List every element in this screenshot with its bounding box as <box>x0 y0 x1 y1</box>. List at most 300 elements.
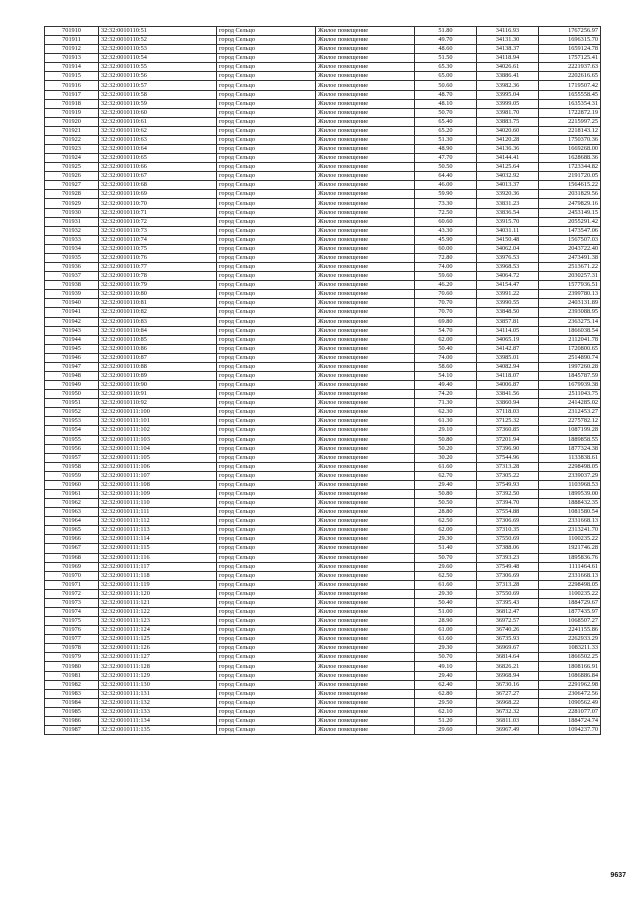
cell-object-type: Жилое помещение <box>316 108 415 117</box>
cell-unit-price: 34142.87 <box>477 344 539 353</box>
cell-object-type: Жилое помещение <box>316 181 415 190</box>
cell-object-type: Жилое помещение <box>316 172 415 181</box>
cell-object-type: Жилое помещение <box>316 644 415 653</box>
cell-unit-price: 33831.23 <box>477 199 539 208</box>
cell-unit-price: 34031.11 <box>477 226 539 235</box>
cell-row-number: 701952 <box>45 408 99 417</box>
cell-area: 60.60 <box>415 217 477 226</box>
cell-object-type: Жилое помещение <box>316 726 415 735</box>
table-row <box>45 716 601 725</box>
cell-cadastral-number: 32:32:0010111:128 <box>99 662 217 671</box>
cell-area: 48.60 <box>415 45 477 54</box>
cell-address: город Сельцо <box>217 617 316 626</box>
cell-cadastral-value: 1567507.03 <box>539 235 601 244</box>
cell-object-type: Жилое помещение <box>316 508 415 517</box>
cell-cadastral-number: 32:32:0010111:114 <box>99 535 217 544</box>
cell-object-type: Жилое помещение <box>316 562 415 571</box>
cell-cadastral-number: 32:32:0010110:71 <box>99 208 217 217</box>
cell-address: город Сельцо <box>217 45 316 54</box>
cell-cadastral-value: 2218143.12 <box>539 126 601 135</box>
cell-unit-price: 37550.69 <box>477 589 539 598</box>
cell-unit-price: 34116.93 <box>477 27 539 36</box>
cell-row-number: 701967 <box>45 544 99 553</box>
table-row <box>45 308 601 317</box>
cell-object-type: Жилое помещение <box>316 63 415 72</box>
cell-area: 28.90 <box>415 617 477 626</box>
cell-cadastral-value: 1877324.38 <box>539 444 601 453</box>
cell-row-number: 701975 <box>45 617 99 626</box>
cell-unit-price: 37360.85 <box>477 426 539 435</box>
cell-unit-price: 34136.36 <box>477 145 539 154</box>
cell-address: город Сельцо <box>217 390 316 399</box>
cell-unit-price: 34125.64 <box>477 163 539 172</box>
cell-row-number: 701950 <box>45 390 99 399</box>
cell-address: город Сельцо <box>217 716 316 725</box>
cell-cadastral-number: 32:32:0010110:67 <box>99 172 217 181</box>
cell-cadastral-value: 1659124.78 <box>539 45 601 54</box>
cell-unit-price: 37549.93 <box>477 480 539 489</box>
cell-area: 50.50 <box>415 163 477 172</box>
cell-object-type: Жилое помещение <box>316 36 415 45</box>
cell-row-number: 701960 <box>45 480 99 489</box>
cell-object-type: Жилое помещение <box>316 290 415 299</box>
cell-cadastral-number: 32:32:0010111:113 <box>99 526 217 535</box>
cell-row-number: 701983 <box>45 689 99 698</box>
cell-cadastral-value: 2403131.89 <box>539 299 601 308</box>
cell-unit-price: 33857.81 <box>477 317 539 326</box>
cell-object-type: Жилое помещение <box>316 716 415 725</box>
cadastral-table <box>44 26 601 735</box>
table-row <box>45 63 601 72</box>
cell-unit-price: 33995.04 <box>477 90 539 99</box>
cell-address: город Сельцо <box>217 381 316 390</box>
cell-object-type: Жилое помещение <box>316 226 415 235</box>
cell-object-type: Жилое помещение <box>316 45 415 54</box>
cell-cadastral-value: 1808166.91 <box>539 662 601 671</box>
cell-cadastral-value: 2313241.70 <box>539 526 601 535</box>
cell-row-number: 701914 <box>45 63 99 72</box>
cell-address: город Сельцо <box>217 408 316 417</box>
cell-row-number: 701980 <box>45 662 99 671</box>
cell-unit-price: 34138.37 <box>477 45 539 54</box>
cell-row-number: 701978 <box>45 644 99 653</box>
cell-address: город Сельцо <box>217 589 316 598</box>
cell-cadastral-value: 1888432.35 <box>539 499 601 508</box>
cell-area: 70.70 <box>415 308 477 317</box>
cell-unit-price: 33860.94 <box>477 399 539 408</box>
cell-unit-price: 34062.04 <box>477 244 539 253</box>
cell-cadastral-value: 1767256.97 <box>539 27 601 36</box>
cell-area: 46.00 <box>415 181 477 190</box>
cell-address: город Сельцо <box>217 244 316 253</box>
cell-cadastral-value: 2414285.02 <box>539 399 601 408</box>
cell-unit-price: 33990.55 <box>477 299 539 308</box>
cell-cadastral-value: 2513671.22 <box>539 263 601 272</box>
cell-area: 51.80 <box>415 27 477 36</box>
cell-unit-price: 34082.94 <box>477 362 539 371</box>
cell-address: город Сельцо <box>217 635 316 644</box>
cell-cadastral-value: 1068507.27 <box>539 617 601 626</box>
cell-address: город Сельцо <box>217 317 316 326</box>
cell-row-number: 701930 <box>45 208 99 217</box>
cell-row-number: 701959 <box>45 471 99 480</box>
cell-area: 50.70 <box>415 108 477 117</box>
cell-address: город Сельцо <box>217 117 316 126</box>
cell-cadastral-number: 32:32:0010110:66 <box>99 163 217 172</box>
cell-cadastral-value: 1111464.61 <box>539 562 601 571</box>
cell-object-type: Жилое помещение <box>316 417 415 426</box>
cell-unit-price: 36812.47 <box>477 608 539 617</box>
table-row <box>45 571 601 580</box>
cell-area: 61.00 <box>415 626 477 635</box>
cell-unit-price: 37125.32 <box>477 417 539 426</box>
cell-row-number: 701946 <box>45 353 99 362</box>
table-row <box>45 489 601 498</box>
cell-cadastral-value: 2511043.75 <box>539 390 601 399</box>
cell-cadastral-value: 2241155.86 <box>539 626 601 635</box>
cell-unit-price: 37306.69 <box>477 517 539 526</box>
cell-area: 61.60 <box>415 580 477 589</box>
cell-area: 51.40 <box>415 544 477 553</box>
table-row <box>45 154 601 163</box>
cell-area: 69.80 <box>415 317 477 326</box>
cell-unit-price: 33976.53 <box>477 253 539 262</box>
cell-object-type: Жилое помещение <box>316 335 415 344</box>
cell-row-number: 701965 <box>45 526 99 535</box>
cell-unit-price: 36972.57 <box>477 617 539 626</box>
cell-cadastral-value: 1081580.54 <box>539 508 601 517</box>
cell-area: 29.30 <box>415 589 477 598</box>
cell-unit-price: 34006.87 <box>477 381 539 390</box>
cell-object-type: Жилое помещение <box>316 489 415 498</box>
cell-row-number: 701955 <box>45 435 99 444</box>
table-row <box>45 99 601 108</box>
cell-cadastral-value: 1719507.42 <box>539 81 601 90</box>
table-row <box>45 72 601 81</box>
cell-object-type: Жилое помещение <box>316 598 415 607</box>
cell-area: 48.10 <box>415 99 477 108</box>
table-row <box>45 680 601 689</box>
cell-cadastral-number: 32:32:0010110:58 <box>99 90 217 99</box>
cell-row-number: 701954 <box>45 426 99 435</box>
cell-row-number: 701984 <box>45 698 99 707</box>
cell-cadastral-value: 1094237.70 <box>539 726 601 735</box>
cell-area: 74.00 <box>415 353 477 362</box>
cell-unit-price: 34154.47 <box>477 281 539 290</box>
cell-address: город Сельцо <box>217 126 316 135</box>
cell-cadastral-value: 1473547.06 <box>539 226 601 235</box>
table-row <box>45 726 601 735</box>
cell-cadastral-value: 2191720.05 <box>539 172 601 181</box>
table-row <box>45 635 601 644</box>
cell-address: город Сельцо <box>217 72 316 81</box>
cell-row-number: 701986 <box>45 716 99 725</box>
cell-cadastral-number: 32:32:0010110:60 <box>99 108 217 117</box>
cell-cadastral-number: 32:32:0010111:115 <box>99 544 217 553</box>
cell-cadastral-number: 32:32:0010110:64 <box>99 145 217 154</box>
cell-cadastral-number: 32:32:0010111:112 <box>99 517 217 526</box>
cell-area: 61.30 <box>415 417 477 426</box>
cell-unit-price: 33886.41 <box>477 72 539 81</box>
cell-row-number: 701953 <box>45 417 99 426</box>
cell-object-type: Жилое помещение <box>316 408 415 417</box>
cell-unit-price: 33841.56 <box>477 390 539 399</box>
table-row <box>45 671 601 680</box>
cell-cadastral-number: 32:32:0010110:87 <box>99 353 217 362</box>
cell-unit-price: 37313.28 <box>477 462 539 471</box>
cell-unit-price: 34013.37 <box>477 181 539 190</box>
cell-object-type: Жилое помещение <box>316 81 415 90</box>
cell-cadastral-number: 32:32:0010111:105 <box>99 453 217 462</box>
cell-cadastral-number: 32:32:0010111:124 <box>99 626 217 635</box>
cell-cadastral-value: 2473491.38 <box>539 253 601 262</box>
cell-row-number: 701982 <box>45 680 99 689</box>
cell-cadastral-value: 1921746.28 <box>539 544 601 553</box>
cell-row-number: 701923 <box>45 145 99 154</box>
cell-cadastral-number: 32:32:0010111:121 <box>99 598 217 607</box>
cell-cadastral-value: 1086886.84 <box>539 671 601 680</box>
cell-object-type: Жилое помещение <box>316 635 415 644</box>
cell-unit-price: 34020.60 <box>477 126 539 135</box>
cell-object-type: Жилое помещение <box>316 163 415 172</box>
table-row <box>45 353 601 362</box>
table-row <box>45 626 601 635</box>
cell-row-number: 701943 <box>45 326 99 335</box>
page-number: 9637 <box>610 872 626 879</box>
cell-cadastral-number: 32:32:0010111:125 <box>99 635 217 644</box>
cell-object-type: Жилое помещение <box>316 317 415 326</box>
cell-object-type: Жилое помещение <box>316 526 415 535</box>
cell-object-type: Жилое помещение <box>316 553 415 562</box>
table-row <box>45 199 601 208</box>
cell-area: 45.90 <box>415 235 477 244</box>
cell-cadastral-number: 32:32:0010110:86 <box>99 344 217 353</box>
table-row <box>45 27 601 36</box>
cell-unit-price: 33981.70 <box>477 108 539 117</box>
cell-cadastral-value: 1997260.28 <box>539 362 601 371</box>
table-row <box>45 698 601 707</box>
table-row <box>45 226 601 235</box>
table-row <box>45 608 601 617</box>
cell-cadastral-value: 2393088.95 <box>539 308 601 317</box>
cell-row-number: 701940 <box>45 299 99 308</box>
cell-area: 50.50 <box>415 499 477 508</box>
table-row <box>45 408 601 417</box>
cell-cadastral-value: 1757125.41 <box>539 54 601 63</box>
cell-area: 62.10 <box>415 707 477 716</box>
cell-unit-price: 37554.88 <box>477 508 539 517</box>
cell-area: 74.00 <box>415 263 477 272</box>
cell-row-number: 701956 <box>45 444 99 453</box>
cell-cadastral-number: 32:32:0010110:59 <box>99 99 217 108</box>
cell-row-number: 701947 <box>45 362 99 371</box>
cell-row-number: 701966 <box>45 535 99 544</box>
table-row <box>45 499 601 508</box>
cell-cadastral-number: 32:32:0010110:89 <box>99 371 217 380</box>
cell-cadastral-value: 2275782.12 <box>539 417 601 426</box>
cell-unit-price: 36730.16 <box>477 680 539 689</box>
cell-address: город Сельцо <box>217 462 316 471</box>
cell-cadastral-number: 32:32:0010110:57 <box>99 81 217 90</box>
cell-area: 65.00 <box>415 72 477 81</box>
cell-cadastral-number: 32:32:0010111:131 <box>99 689 217 698</box>
cell-unit-price: 37394.70 <box>477 499 539 508</box>
cell-area: 71.30 <box>415 399 477 408</box>
cell-cadastral-number: 32:32:0010110:81 <box>99 299 217 308</box>
cell-row-number: 701944 <box>45 335 99 344</box>
cell-cadastral-value: 1100235.22 <box>539 535 601 544</box>
cell-area: 49.70 <box>415 36 477 45</box>
cell-area: 28.80 <box>415 508 477 517</box>
table-row <box>45 208 601 217</box>
cell-object-type: Жилое помещение <box>316 480 415 489</box>
cell-unit-price: 33836.54 <box>477 208 539 217</box>
cell-cadastral-number: 32:32:0010111:100 <box>99 408 217 417</box>
cell-area: 62.80 <box>415 689 477 698</box>
cell-cadastral-value: 2202616.65 <box>539 72 601 81</box>
cell-address: город Сельцо <box>217 299 316 308</box>
cell-cadastral-value: 2339037.29 <box>539 471 601 480</box>
cell-cadastral-value: 2291962.98 <box>539 680 601 689</box>
cell-address: город Сельцо <box>217 335 316 344</box>
cell-object-type: Жилое помещение <box>316 353 415 362</box>
cell-object-type: Жилое помещение <box>316 54 415 63</box>
table-row <box>45 272 601 281</box>
cell-row-number: 701981 <box>45 671 99 680</box>
cell-object-type: Жилое помещение <box>316 462 415 471</box>
cell-unit-price: 36811.03 <box>477 716 539 725</box>
cell-unit-price: 37201.94 <box>477 435 539 444</box>
cell-address: город Сельцо <box>217 371 316 380</box>
cell-address: город Сельцо <box>217 508 316 517</box>
cell-row-number: 701937 <box>45 272 99 281</box>
cell-object-type: Жилое помещение <box>316 517 415 526</box>
cell-row-number: 701926 <box>45 172 99 181</box>
cell-address: город Сельцо <box>217 544 316 553</box>
cell-row-number: 701964 <box>45 517 99 526</box>
cell-row-number: 701915 <box>45 72 99 81</box>
table-row <box>45 417 601 426</box>
table-row <box>45 135 601 144</box>
cell-area: 29.30 <box>415 535 477 544</box>
cell-address: город Сельцо <box>217 135 316 144</box>
cell-object-type: Жилое помещение <box>316 199 415 208</box>
cell-cadastral-value: 1679939.38 <box>539 381 601 390</box>
table-row <box>45 299 601 308</box>
cell-row-number: 701928 <box>45 190 99 199</box>
cell-unit-price: 34064.72 <box>477 272 539 281</box>
table-row <box>45 444 601 453</box>
cell-unit-price: 34114.05 <box>477 326 539 335</box>
cell-row-number: 701931 <box>45 217 99 226</box>
cell-unit-price: 37550.69 <box>477 535 539 544</box>
table-row <box>45 317 601 326</box>
cell-address: город Сельцо <box>217 190 316 199</box>
cell-address: город Сельцо <box>217 562 316 571</box>
cell-area: 29.60 <box>415 726 477 735</box>
table-row <box>45 344 601 353</box>
cell-unit-price: 36814.64 <box>477 653 539 662</box>
cell-cadastral-number: 32:32:0010111:122 <box>99 608 217 617</box>
cell-area: 54.70 <box>415 326 477 335</box>
table-row <box>45 362 601 371</box>
cell-unit-price: 33915.70 <box>477 217 539 226</box>
cell-object-type: Жилое помещение <box>316 126 415 135</box>
table-row <box>45 471 601 480</box>
table-row <box>45 371 601 380</box>
cell-cadastral-number: 32:32:0010111:130 <box>99 680 217 689</box>
table-row <box>45 435 601 444</box>
cell-unit-price: 33968.53 <box>477 263 539 272</box>
cell-address: город Сельцо <box>217 362 316 371</box>
cell-row-number: 701974 <box>45 608 99 617</box>
cell-object-type: Жилое помещение <box>316 371 415 380</box>
cell-cadastral-value: 1655558.45 <box>539 90 601 99</box>
cell-address: город Сельцо <box>217 181 316 190</box>
cell-cadastral-number: 32:32:0010111:129 <box>99 671 217 680</box>
cell-area: 29.40 <box>415 480 477 489</box>
cell-area: 49.40 <box>415 381 477 390</box>
cell-row-number: 701942 <box>45 317 99 326</box>
cell-cadastral-number: 32:32:0010110:55 <box>99 63 217 72</box>
cell-cadastral-number: 32:32:0010110:84 <box>99 326 217 335</box>
cell-object-type: Жилое помещение <box>316 235 415 244</box>
cell-row-number: 701913 <box>45 54 99 63</box>
cell-area: 50.40 <box>415 344 477 353</box>
cell-object-type: Жилое помещение <box>316 608 415 617</box>
cell-cadastral-number: 32:32:0010111:107 <box>99 471 217 480</box>
cell-row-number: 701910 <box>45 27 99 36</box>
cell-area: 62.00 <box>415 335 477 344</box>
cell-row-number: 701911 <box>45 36 99 45</box>
cell-address: город Сельцо <box>217 726 316 735</box>
cell-row-number: 701929 <box>45 199 99 208</box>
cell-address: город Сельцо <box>217 598 316 607</box>
table-row <box>45 544 601 553</box>
cell-unit-price: 36727.27 <box>477 689 539 698</box>
cell-cadastral-number: 32:32:0010110:82 <box>99 308 217 317</box>
cell-address: город Сельцо <box>217 644 316 653</box>
cell-cadastral-number: 32:32:0010111:104 <box>99 444 217 453</box>
cell-object-type: Жилое помещение <box>316 471 415 480</box>
cell-object-type: Жилое помещение <box>316 426 415 435</box>
cell-object-type: Жилое помещение <box>316 135 415 144</box>
cell-cadastral-value: 1100235.22 <box>539 589 601 598</box>
cell-cadastral-number: 32:32:0010111:101 <box>99 417 217 426</box>
cell-row-number: 701925 <box>45 163 99 172</box>
cell-row-number: 701924 <box>45 154 99 163</box>
cell-unit-price: 36968.94 <box>477 671 539 680</box>
cell-cadastral-number: 32:32:0010110:74 <box>99 235 217 244</box>
cell-cadastral-number: 32:32:0010110:56 <box>99 72 217 81</box>
cell-row-number: 701919 <box>45 108 99 117</box>
cell-unit-price: 37118.03 <box>477 408 539 417</box>
cell-area: 50.80 <box>415 489 477 498</box>
cell-cadastral-value: 2112041.78 <box>539 335 601 344</box>
cell-address: город Сельцо <box>217 235 316 244</box>
cell-unit-price: 37544.96 <box>477 453 539 462</box>
cell-row-number: 701932 <box>45 226 99 235</box>
cell-cadastral-number: 32:32:0010110:63 <box>99 135 217 144</box>
table-row <box>45 707 601 716</box>
cell-cadastral-number: 32:32:0010110:85 <box>99 335 217 344</box>
cell-cadastral-value: 2215997.25 <box>539 117 601 126</box>
cell-area: 50.70 <box>415 653 477 662</box>
cell-object-type: Жилое помещение <box>316 72 415 81</box>
cell-unit-price: 37305.22 <box>477 471 539 480</box>
table-row <box>45 426 601 435</box>
cell-object-type: Жилое помещение <box>316 253 415 262</box>
